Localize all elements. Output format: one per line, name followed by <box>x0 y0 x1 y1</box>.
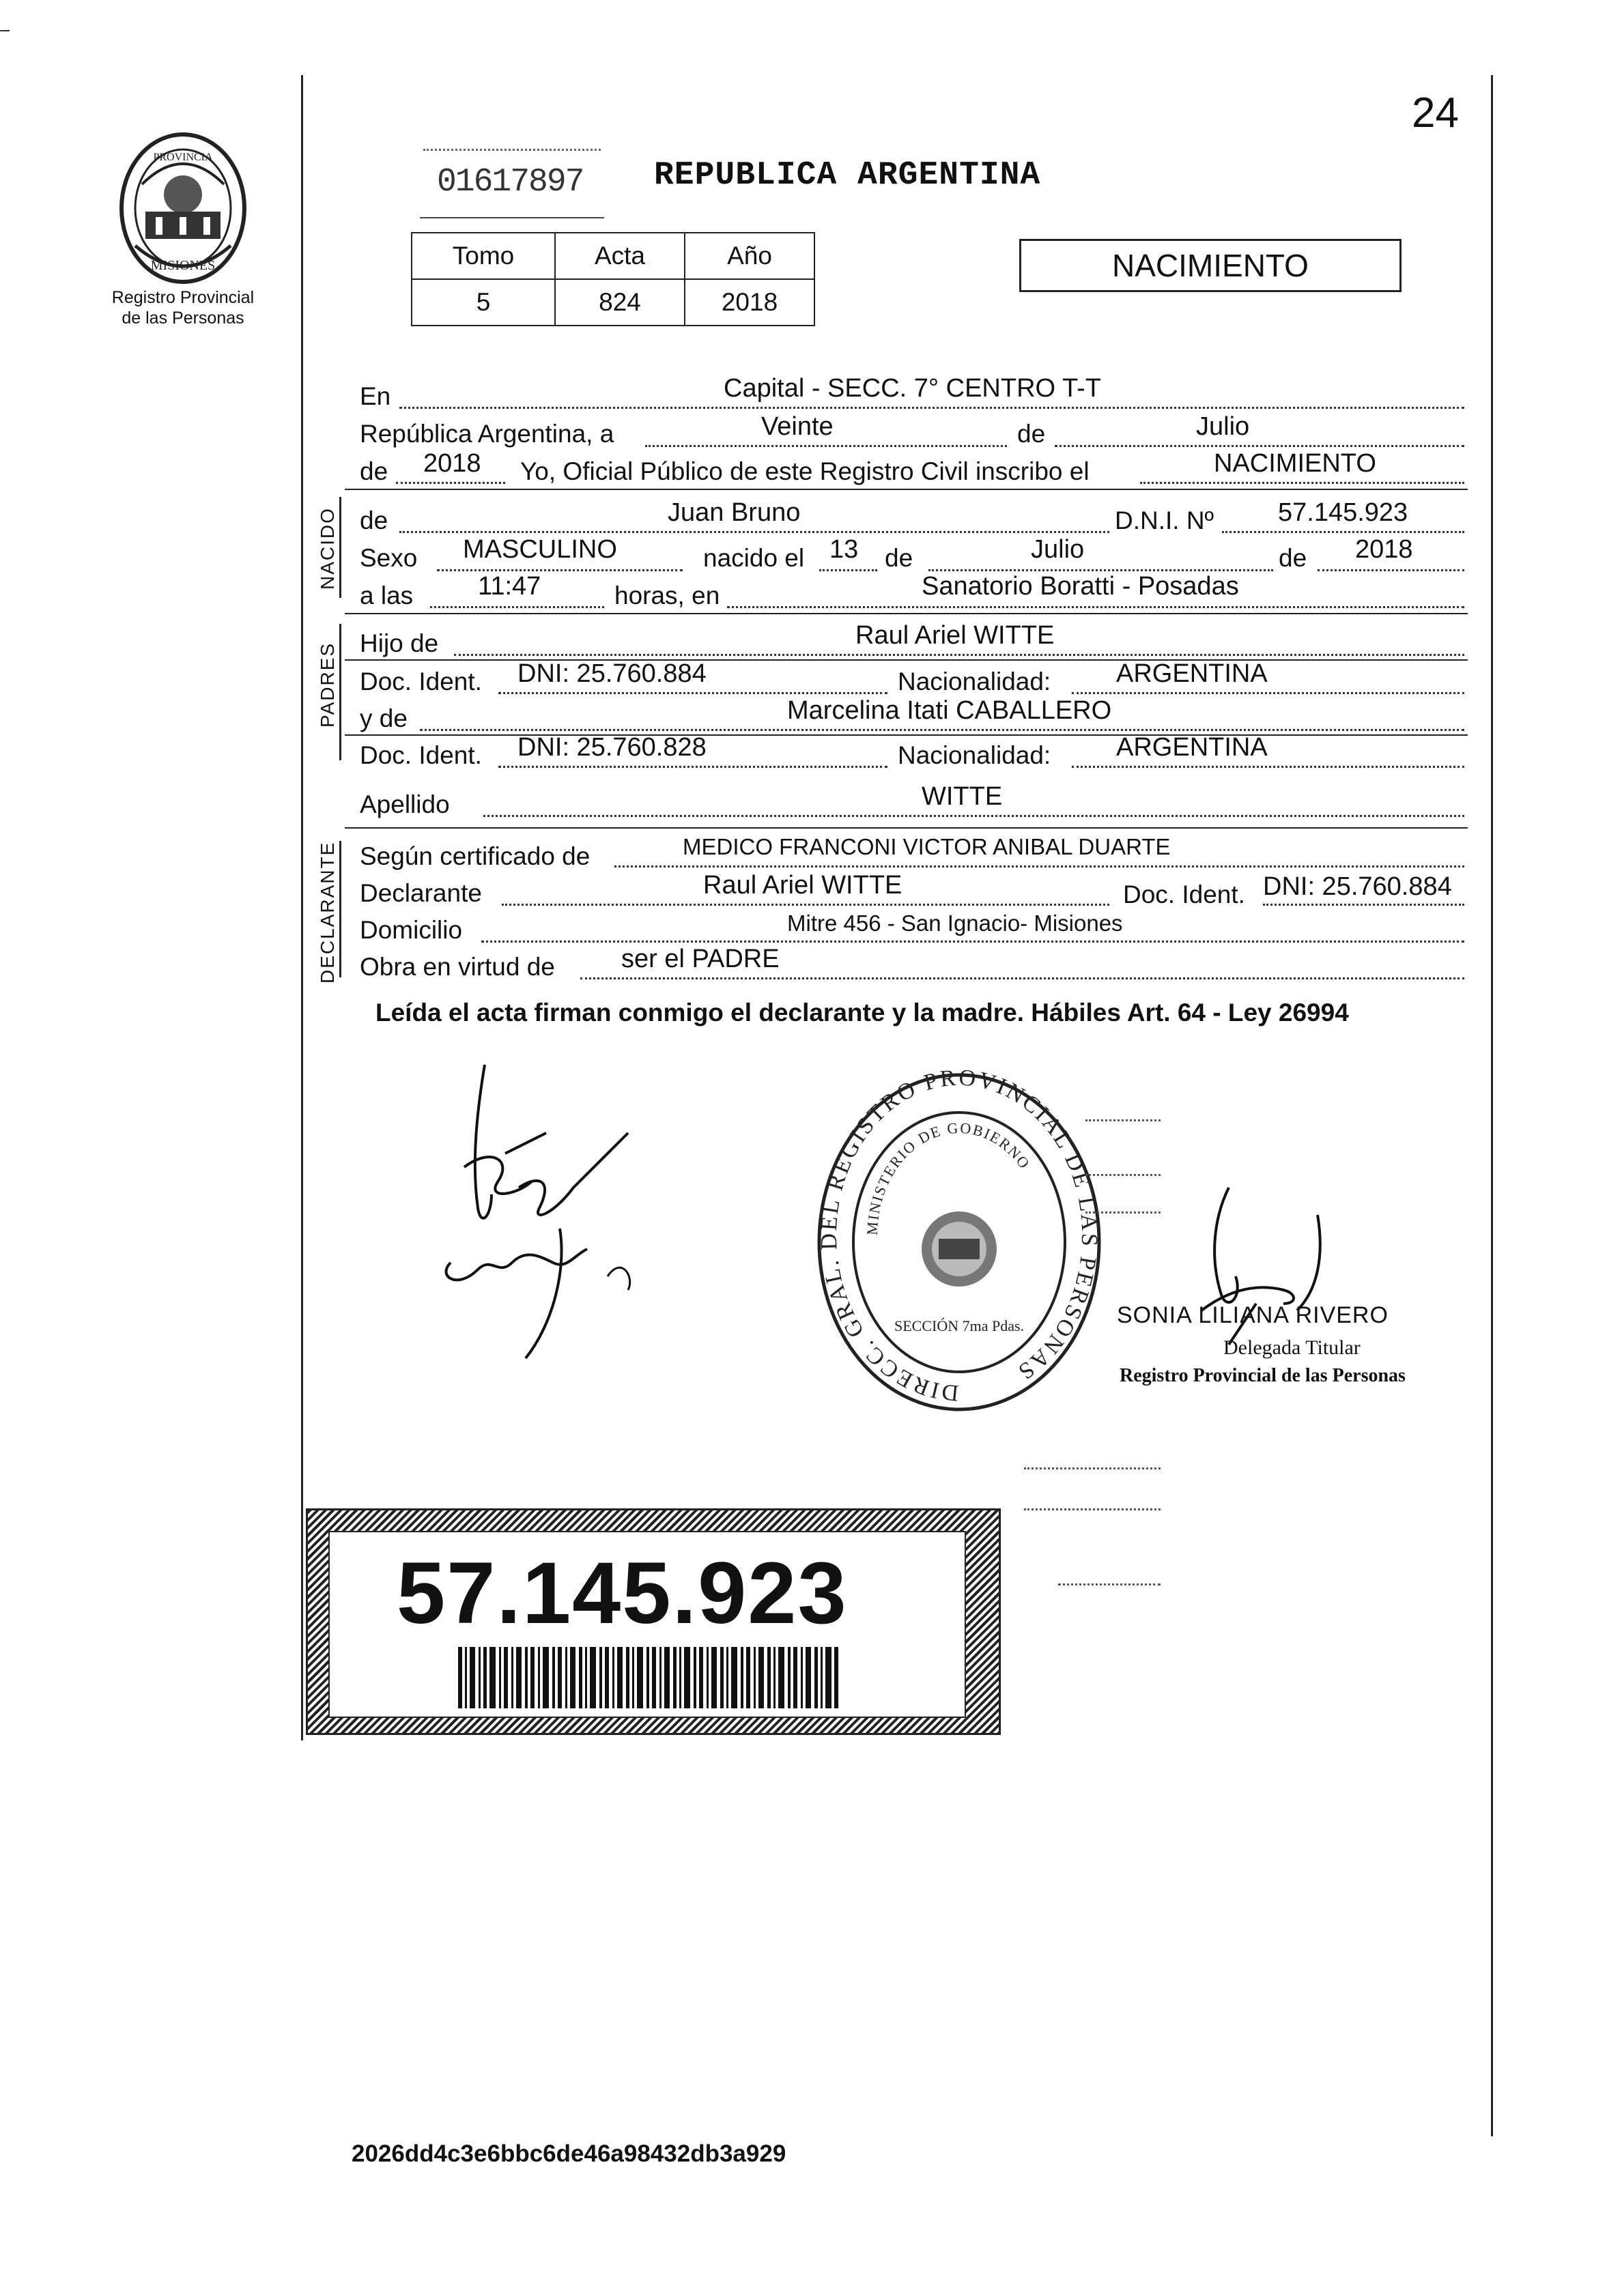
father-nationality: ARGENTINA <box>1116 659 1268 688</box>
madre-doc-dots <box>498 766 887 768</box>
cert-label: Según certificado de <box>360 842 591 870</box>
birth-place: Sanatorio Boratti - Posadas <box>922 572 1239 601</box>
nacido-bar <box>339 497 341 598</box>
padre-dots <box>454 654 1464 656</box>
domicilio-value: Mitre 456 - San Ignacio- Misiones <box>787 910 1123 936</box>
faint-marks-5 <box>1024 1508 1161 1510</box>
official-name: SONIA LILIANA RIVERO <box>1117 1302 1389 1328</box>
country-title: REPUBLICA ARGENTINA <box>654 157 1041 194</box>
official-office: Registro Provincial de las Personas <box>1120 1365 1406 1386</box>
serial-underline <box>420 217 604 218</box>
faint-marks-1 <box>1085 1119 1161 1121</box>
domicilio-label: Domicilio <box>360 916 463 944</box>
padre-doc-dots <box>498 692 887 694</box>
serial-number: 01617897 <box>437 164 584 201</box>
mother-nationality: ARGENTINA <box>1116 733 1268 762</box>
cert-value: MEDICO FRANCONI VICTOR ANIBAL DUARTE <box>683 834 1171 859</box>
barcode-label <box>306 1508 1001 1735</box>
table-header-acta: Acta <box>554 232 685 280</box>
serial-topline <box>423 149 601 151</box>
faint-marks-2 <box>1085 1174 1161 1176</box>
rep-month: Julio <box>1196 412 1250 441</box>
table-header-tomo: Tomo <box>411 232 556 280</box>
child-name: Juan Bruno <box>668 498 801 527</box>
madre-nac-label: Nacionalidad: <box>898 741 1051 769</box>
day-dots <box>819 569 877 571</box>
republica-label: República Argentina, a <box>360 420 614 448</box>
nacido-de-label: de <box>360 506 388 534</box>
madre-nac-dots <box>1072 766 1464 768</box>
dni-label: D.N.I. Nº <box>1115 506 1214 534</box>
mother-name: Marcelina Itati CABALLERO <box>787 696 1112 725</box>
right-margin-line <box>1491 75 1493 2136</box>
yde-label: y de <box>360 704 408 732</box>
apellido-dots <box>483 815 1464 817</box>
madre-dots <box>420 729 1464 731</box>
rep-de-label: de <box>1017 420 1046 448</box>
month-dots <box>928 569 1273 571</box>
hijo-label: Hijo de <box>360 629 439 657</box>
horas-label: horas, en <box>614 582 720 609</box>
nacido-el-label: nacido el <box>703 544 805 572</box>
left-margin-line <box>301 75 303 1740</box>
apellido-label: Apellido <box>360 790 450 818</box>
svg-text:MISIONES: MISIONES <box>150 258 216 273</box>
padre-line <box>345 659 1468 661</box>
padre-nac-dots <box>1072 692 1464 694</box>
padre-doc-label: Doc. Ident. <box>360 668 482 695</box>
en-label: En <box>360 382 391 410</box>
intro-year: 2018 <box>423 449 481 478</box>
birth-de2-label: de <box>1279 544 1307 572</box>
declarante-label: Declarante <box>360 879 482 907</box>
nacido-side-label: NACIDO <box>317 507 338 590</box>
seal-outer-text: DIRECC. GRAL. DEL REGISTRO PROVINCIAL DE LAS PERSONAS <box>816 1065 1103 1406</box>
dni-dots <box>1222 531 1464 533</box>
year2-dots <box>1318 569 1464 571</box>
decl-doc-dots <box>1263 904 1464 906</box>
official-title: Delegada Titular <box>1223 1336 1361 1359</box>
inscribe-dots <box>1140 482 1464 484</box>
birth-month: Julio <box>1031 535 1085 564</box>
svg-text:PROVINCIA: PROVINCIA <box>153 152 213 163</box>
declarante-side-label: DECLARANTE <box>317 841 338 984</box>
birth-year: 2018 <box>1355 535 1413 564</box>
declarante-name: Raul Ariel WITTE <box>703 871 902 900</box>
mother-doc: DNI: 25.760.828 <box>517 733 707 762</box>
logo-caption-1: Registro Provincial <box>111 288 255 307</box>
madre-doc-label: Doc. Ident. <box>360 741 482 769</box>
apellido-value: WITTE <box>922 782 1003 811</box>
sexo-value: MASCULINO <box>463 535 617 564</box>
birth-de-label: de <box>885 544 913 572</box>
seal-bottom-text: SECCIÓN 7ma Pdas. <box>894 1317 1025 1334</box>
year-de-label: de <box>360 457 388 485</box>
page-number: 24 <box>1412 89 1459 137</box>
cert-dots <box>614 865 1464 867</box>
intro-text: Yo, Oficial Público de este Registro Civil inscribo el <box>520 457 1090 485</box>
lugar-dots <box>727 606 1464 608</box>
barcode-number: 57.145.923 <box>397 1545 848 1642</box>
faint-marks-6 <box>1058 1583 1161 1585</box>
padres-bar <box>339 624 341 760</box>
inscribe-value: NACIMIENTO <box>1214 449 1376 478</box>
barcode-icon <box>458 1647 840 1708</box>
rep-dots-1 <box>645 445 1007 447</box>
en-dots <box>399 407 1464 409</box>
padre-nac-label: Nacionalidad: <box>898 668 1051 695</box>
rep-dots-2 <box>1055 445 1464 447</box>
obra-dots <box>580 977 1464 979</box>
father-name: Raul Ariel WITTE <box>855 621 1055 650</box>
name-dots <box>399 531 1109 533</box>
faint-marks-4 <box>1024 1467 1161 1469</box>
table-header-ano: Año <box>684 232 815 280</box>
sexo-label: Sexo <box>360 544 418 572</box>
father-doc: DNI: 25.760.884 <box>517 659 707 688</box>
table-value-tomo: 5 <box>411 278 556 326</box>
registry-logo <box>115 130 251 287</box>
logo-caption-2: de las Personas <box>122 308 244 328</box>
obra-label: Obra en virtud de <box>360 953 555 981</box>
birth-day: 13 <box>829 535 859 564</box>
madre-line <box>345 734 1468 736</box>
child-dni: 57.145.923 <box>1278 498 1408 527</box>
year-dots <box>396 482 505 484</box>
nacido-divider <box>345 613 1468 614</box>
decl-dots <box>502 904 1109 906</box>
corner-mark <box>0 30 10 31</box>
shield-emblem-icon <box>115 130 251 287</box>
decl-doc-label: Doc. Ident. <box>1123 880 1245 908</box>
handwritten-signature <box>437 1051 642 1372</box>
declarante-doc: DNI: 25.760.884 <box>1263 872 1452 901</box>
document-hash: 2026dd4c3e6bbc6de46a98432db3a929 <box>352 2140 786 2167</box>
obra-value: ser el PADRE <box>621 945 780 973</box>
official-seal <box>809 1065 1109 1420</box>
sexo-dots <box>437 569 683 571</box>
dom-dots <box>481 941 1464 943</box>
birth-time: 11:47 <box>478 572 541 601</box>
seal-inner-text: MINISTERIO DE GOBIERNO <box>863 1119 1034 1236</box>
padres-side-label: PADRES <box>317 642 338 728</box>
table-value-acta: 824 <box>554 278 685 326</box>
table-value-ano: 2018 <box>684 278 815 326</box>
hora-dots <box>430 606 604 608</box>
closing-text: Leída el acta firman conmigo el declarante y la madre. Hábiles Art. 64 - Ley 26994 <box>375 999 1349 1027</box>
apellido-divider <box>345 827 1468 829</box>
faint-marks-3 <box>1085 1211 1161 1214</box>
intro-divider <box>345 489 1468 490</box>
en-value: Capital - SECC. 7° CENTRO T-T <box>724 374 1101 403</box>
alas-label: a las <box>360 582 414 609</box>
rep-day: Veinte <box>761 412 834 441</box>
doc-type-box: NACIMIENTO <box>1019 239 1402 292</box>
declarante-bar <box>339 841 341 977</box>
